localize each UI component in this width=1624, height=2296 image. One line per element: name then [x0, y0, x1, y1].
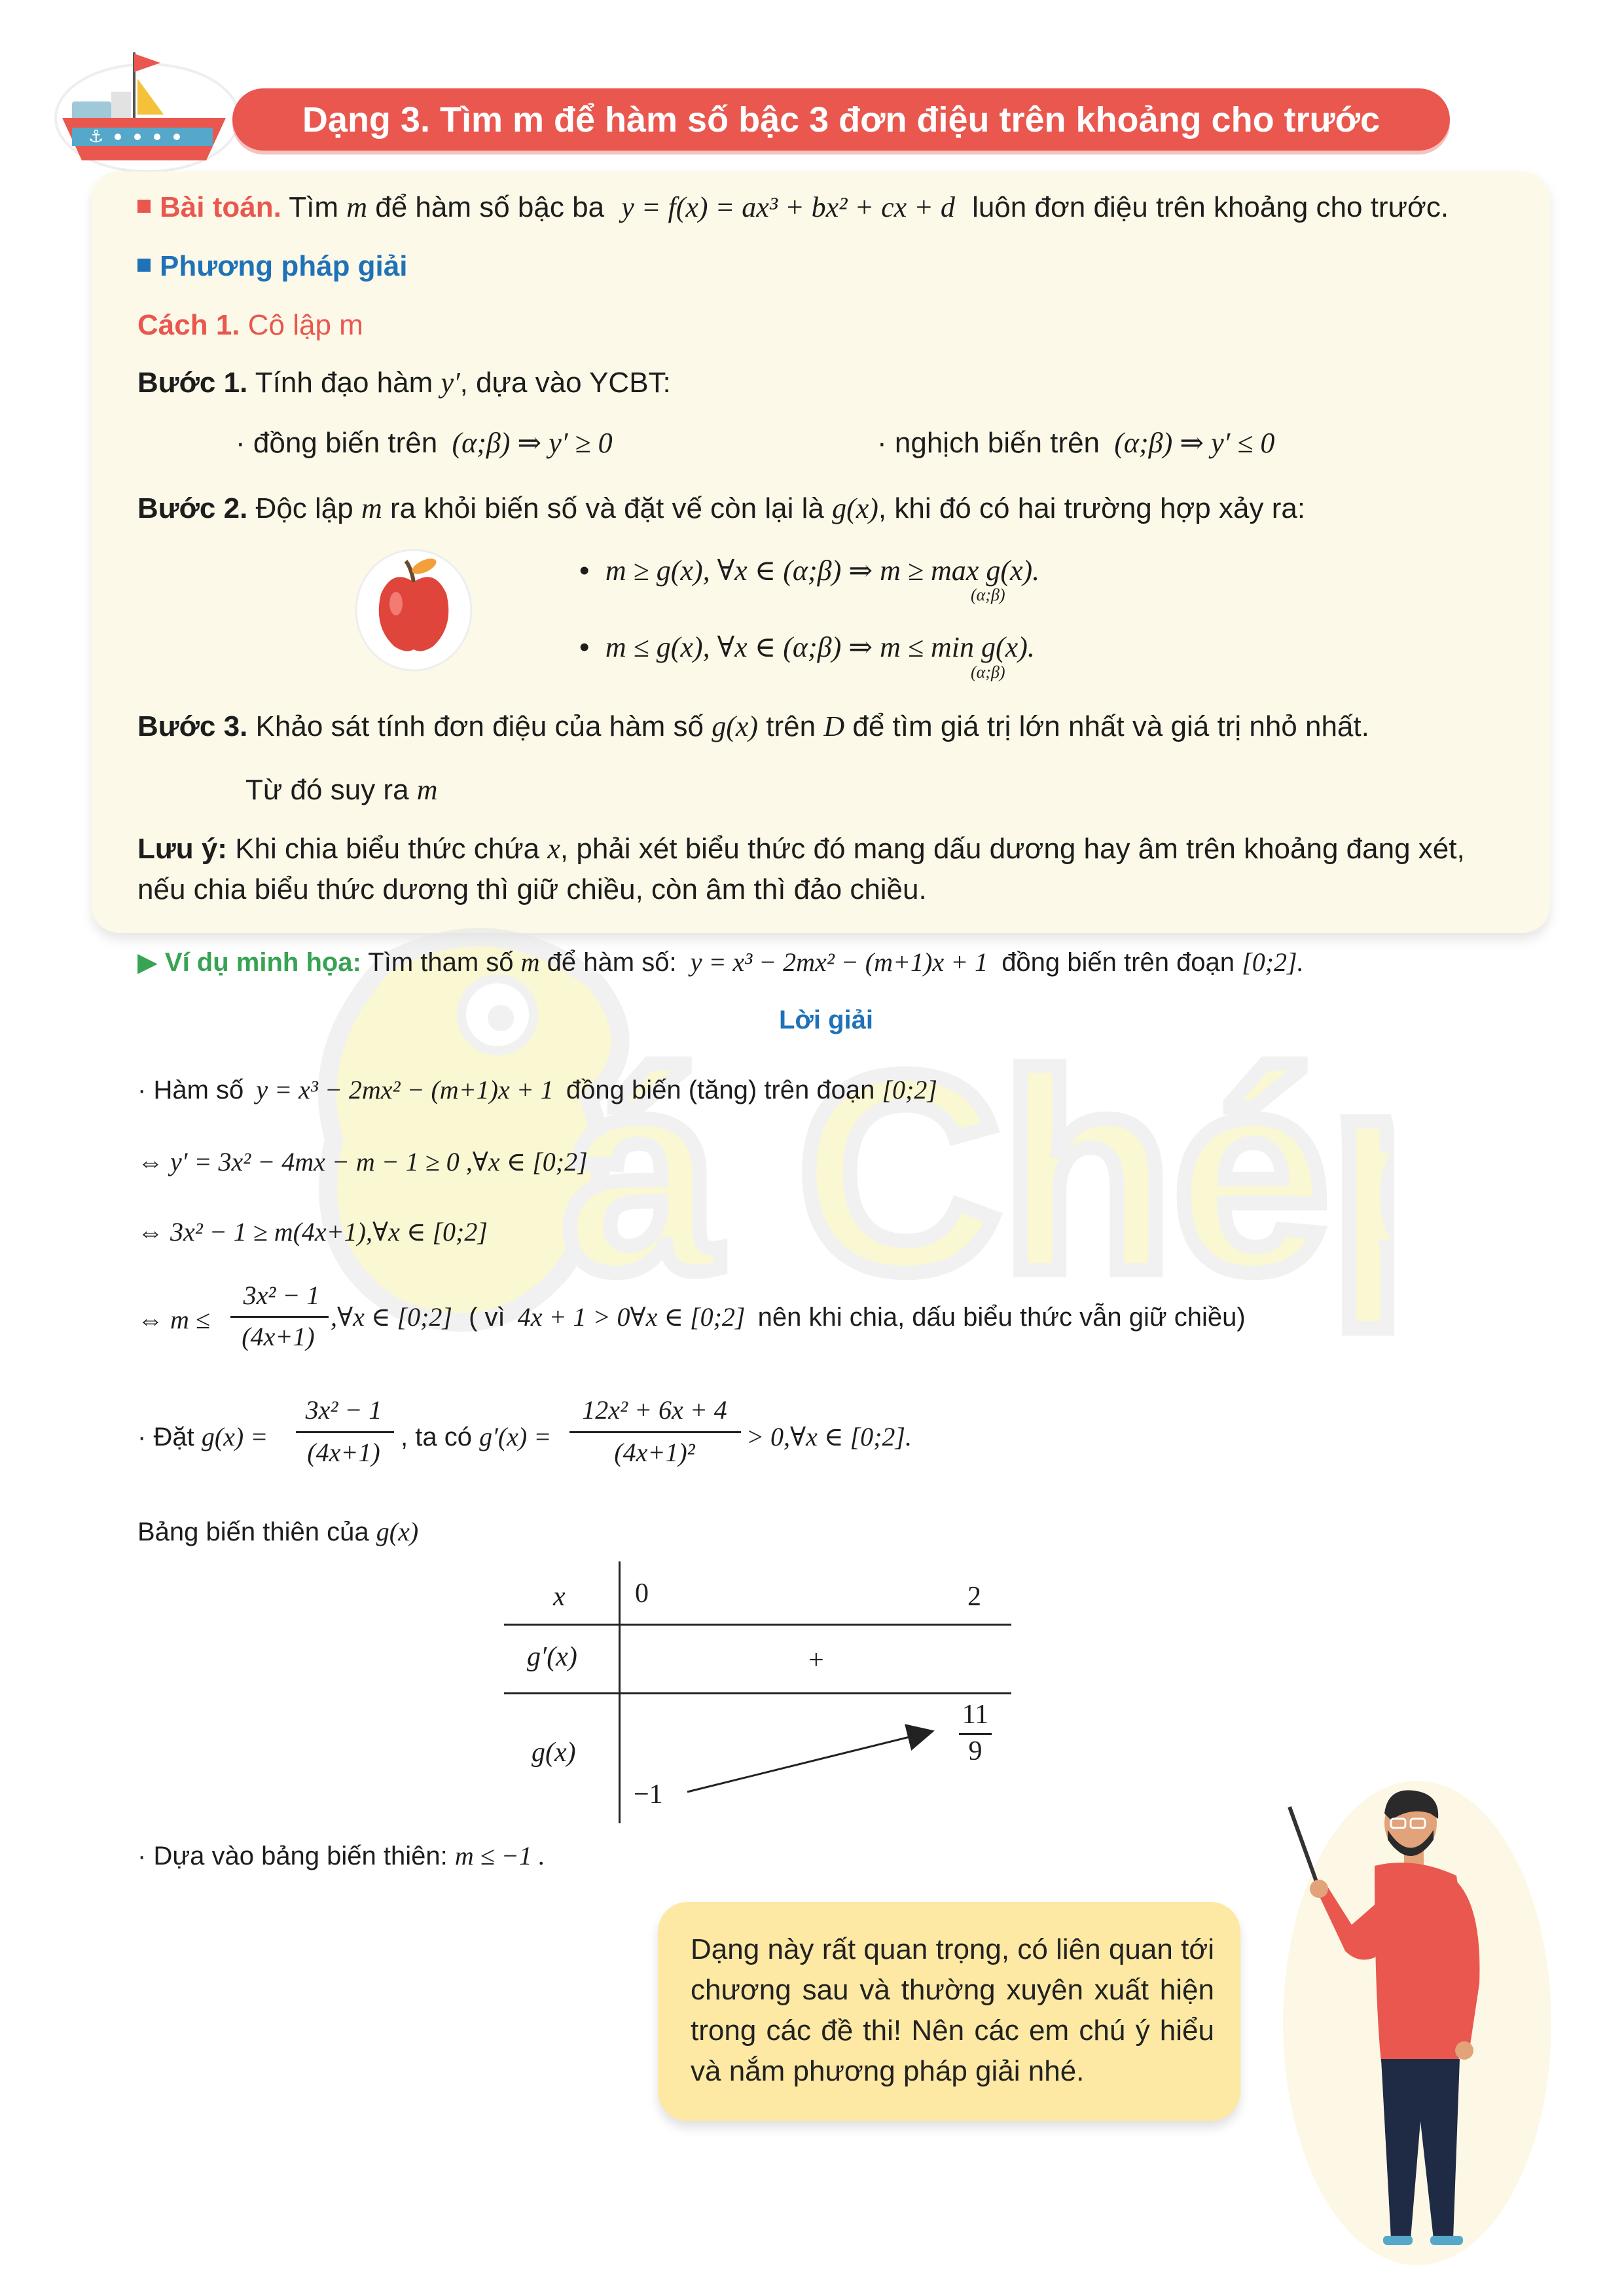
- problem-formula: y = f(x) = ax³ + bx² + cx + d: [621, 191, 955, 223]
- example-text: Tìm tham số: [368, 948, 514, 977]
- solution-line-1: · Hàm số y = x³ − 2mx² − (m+1)x + 1 đồng biến (tăng) trên đoạn [0;2]: [137, 1075, 937, 1104]
- solution-l5-text-2: , ta có: [401, 1423, 472, 1451]
- table-caption: [137, 1512, 418, 1552]
- example-m: m: [520, 947, 540, 977]
- step1-text-2: , dựa vào YCBT:: [460, 367, 671, 399]
- solution-l4-numerator: 3x² − 1: [243, 1281, 320, 1310]
- solution-heading-line: [137, 247, 407, 286]
- step1-label: Bước 1.: [137, 367, 248, 399]
- step3-line: [137, 707, 1369, 746]
- note-x: x: [547, 833, 560, 865]
- step2-text-3: , khi đó có hai trường hợp xảy ra:: [878, 492, 1306, 524]
- solution-l4-prefix: ⇔ m ≤: [137, 1305, 210, 1334]
- step3-D: D: [823, 710, 845, 742]
- increasing-math: (α;β) ⇒ y′ ≥ 0: [452, 427, 613, 459]
- section-title: Dạng 3. Tìm m để hàm số bậc 3 đơn điệu trên khoảng cho trước: [302, 100, 1380, 139]
- x-start: 0: [635, 1578, 649, 1609]
- solution-line-2: ⇔ y′ = 3x² − 4mx − m − 1 ≥ 0 ,∀x ∈ [0;2]: [137, 1147, 588, 1176]
- conclusion-text: Dựa vào bảng biến thiên:: [153, 1842, 448, 1870]
- case1-line: • m ≥ g(x), ∀x ∈ (α;β) ⇒ m ≥ max g(x).: [579, 555, 1040, 587]
- fraction-bar: [230, 1316, 329, 1318]
- note-label: Lưu ý:: [137, 833, 227, 865]
- step2-m: m: [361, 492, 382, 524]
- solution-l5-text: Đặt: [153, 1423, 194, 1451]
- increasing-arrow: [504, 1561, 1015, 1823]
- step2-text: Độc lập: [255, 492, 353, 524]
- step3-label: Bước 3.: [137, 710, 248, 742]
- g-end-numerator: 11: [962, 1700, 989, 1730]
- solution-l4-tail: [331, 1298, 1246, 1337]
- g-end-denominator: 9: [968, 1736, 983, 1766]
- watermark-text: á Ché: [563, 1016, 1329, 1330]
- solution-l4-note-2: nên khi chia, dấu biểu thức vẫn giữ chiều): [757, 1303, 1246, 1332]
- step3-m: m: [416, 774, 438, 806]
- example-label: Ví dụ minh họa:: [164, 948, 361, 977]
- method-box: [92, 172, 1550, 933]
- solution-l1-text: Hàm số: [153, 1076, 244, 1104]
- step2-label: Bước 2.: [137, 492, 248, 524]
- row-g-label: g(x): [532, 1738, 576, 1768]
- g-start: −1: [634, 1779, 663, 1810]
- example-interval: [0;2].: [1242, 947, 1304, 977]
- solution-l5-tail: > 0,∀x ∈ [0;2].: [746, 1422, 912, 1451]
- problem-text-2: để hàm số bậc ba: [375, 191, 605, 223]
- section-title-banner: [232, 88, 1450, 151]
- solution-l4-denominator: (4x+1): [242, 1322, 315, 1351]
- fraction-bar: [569, 1431, 741, 1433]
- way-line: [137, 306, 363, 345]
- solution-l5-denominator-2: (4x+1)²: [614, 1438, 695, 1467]
- way-label: Cách 1.: [137, 309, 240, 341]
- note-text-3: nếu chia biểu thức dương thì giữ chiều, còn âm thì đảo chiều.: [137, 873, 927, 905]
- speech-bubble: [658, 1902, 1240, 2121]
- gprime-sign: +: [808, 1645, 824, 1675]
- decreasing-text: nghịch biến trên: [894, 427, 1100, 459]
- fraction-bar: [296, 1431, 394, 1433]
- case1-math: m ≥ g(x), ∀x ∈ (α;β) ⇒ m ≥ max g(x).: [605, 555, 1040, 587]
- step3-g: g(x): [712, 710, 759, 742]
- solution-l4-suffix: ,∀x ∈ [0;2]: [331, 1302, 452, 1332]
- square-bullet-icon: [137, 200, 151, 213]
- row-gprime-label: g′(x): [527, 1642, 577, 1672]
- step3-text-4: Từ đó suy ra: [245, 774, 409, 806]
- step1-line: [137, 363, 671, 403]
- step3-text-3: để tìm giá trị lớn nhất và giá trị nhỏ nhất.: [852, 710, 1369, 742]
- solution-line-3: ⇔ 3x² − 1 ≥ m(4x+1),∀x ∈ [0;2]: [137, 1217, 488, 1247]
- step1-text: Tính đạo hàm: [255, 367, 433, 399]
- teacher-illustration: [1254, 1768, 1555, 2265]
- variation-table: [504, 1561, 1015, 1823]
- step3-text: Khảo sát tính đơn điệu của hàm số: [255, 710, 704, 742]
- play-icon: ▶: [137, 948, 158, 977]
- step2-g: g(x): [832, 492, 878, 524]
- step2-line: [137, 489, 1305, 528]
- problem-line: [137, 188, 1449, 227]
- solution-l5-numerator-2: 12x² + 6x + 4: [582, 1395, 727, 1425]
- note-line-1: [137, 829, 1465, 869]
- example-line: [137, 943, 1304, 982]
- svg-text:⚓: ⚓: [88, 127, 104, 147]
- way-text: Cô lập m: [247, 309, 363, 341]
- case2-math: m ≤ g(x), ∀x ∈ (α;β) ⇒ m ≤ min g(x).: [605, 631, 1035, 663]
- note-text-2: , phải xét biểu thức đó mang dấu dương hay âm trên khoảng đang xét,: [560, 833, 1465, 865]
- solution-l5-middle: [401, 1417, 551, 1457]
- solution-l5-start: · Đặt g(x) =: [137, 1422, 268, 1451]
- square-bullet-icon: [137, 259, 151, 272]
- step1-bullet-increasing: · đồng biến trên (α;β) ⇒ y′ ≥ 0: [236, 427, 613, 459]
- solution-l5-denominator: (4x+1): [307, 1438, 380, 1467]
- case1-subscript: (α;β): [971, 585, 1005, 604]
- example-text-3: đồng biến trên đoạn: [1001, 948, 1235, 977]
- solution-l5-g: g(x) =: [201, 1422, 268, 1451]
- table-caption-text: Bảng biến thiên của: [137, 1518, 369, 1546]
- row-x-label: x: [553, 1582, 566, 1612]
- x-end: 2: [967, 1582, 981, 1612]
- solution-l5-numerator: 3x² − 1: [305, 1395, 382, 1425]
- solution-l4-note-1: ( vì: [469, 1303, 505, 1332]
- step3-conclusion-line: [245, 771, 438, 810]
- apple-icon: [353, 541, 475, 672]
- solution-l1-interval: [0;2]: [882, 1075, 937, 1104]
- solution-l1-math: y = x³ − 2mx² − (m+1)x + 1: [256, 1075, 554, 1104]
- conclusion-line: · Dựa vào bảng biến thiên: m ≤ −1 .: [137, 1841, 545, 1870]
- step1-math: y′: [441, 367, 460, 399]
- note-text-1: Khi chia biểu thức chứa: [235, 833, 540, 865]
- problem-label: Bài toán.: [160, 191, 281, 223]
- solution-l5-gprime: g′(x) =: [479, 1422, 552, 1451]
- example-text-2: để hàm số:: [547, 948, 677, 977]
- step2-text-2: ra khỏi biến số và đặt vế còn lại là: [389, 492, 824, 524]
- speech-text: Dạng này rất quan trọng, có liên quan tới chương sau và thường xuyên xuất hiện trong các đề thi! Nên các em chú ý hiểu và nắm phương pháp giải nhé.: [691, 1933, 1214, 2087]
- conclusion-math: m ≤ −1 .: [454, 1841, 545, 1870]
- boat-icon: [52, 39, 242, 177]
- problem-text: Tìm: [289, 191, 338, 223]
- solution-l4-note-math: 4x + 1 > 0∀x ∈ [0;2]: [517, 1302, 746, 1332]
- step3-text-2: trên: [766, 710, 816, 742]
- decreasing-math: (α;β) ⇒ y′ ≤ 0: [1114, 427, 1275, 459]
- problem-text-3: luôn đơn điệu trên khoảng cho trước.: [972, 191, 1449, 223]
- example-formula: y = x³ − 2mx² − (m+1)x + 1: [690, 947, 988, 977]
- increasing-text: đồng biến trên: [253, 427, 438, 459]
- problem-m: m: [346, 191, 368, 223]
- case2-line: • m ≤ g(x), ∀x ∈ (α;β) ⇒ m ≤ min g(x).: [579, 631, 1035, 663]
- case2-subscript: (α;β): [971, 663, 1005, 682]
- solution-heading: Phương pháp giải: [160, 250, 408, 282]
- solution-l1-text-2: đồng biến (tăng) trên đoạn: [566, 1076, 875, 1104]
- table-caption-math: g(x): [376, 1517, 419, 1546]
- solution-title: Lời giải: [779, 1006, 874, 1034]
- step1-bullet-decreasing: · nghịch biến trên (α;β) ⇒ y′ ≤ 0: [877, 427, 1275, 459]
